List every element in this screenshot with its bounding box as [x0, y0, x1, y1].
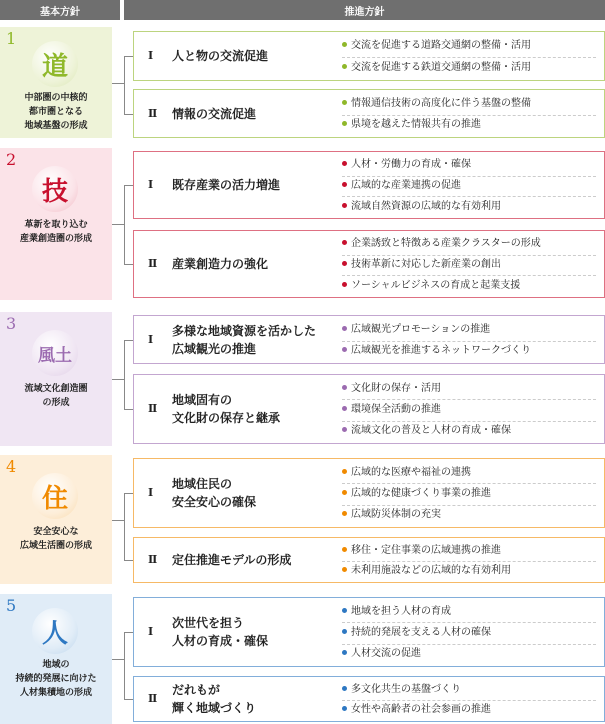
title-line: 広域観光の推進 [172, 341, 257, 356]
measure-list [342, 459, 596, 527]
bullet-dot-icon [342, 490, 347, 495]
connector-line [112, 83, 124, 84]
emblem-character: 人 [41, 618, 68, 649]
measure-text: 企業誘致と特徴ある産業クラスターの形成 [351, 238, 541, 250]
bullet-dot-icon [342, 427, 347, 432]
promotion-policy-title [172, 475, 256, 511]
policy-number: 3 [6, 314, 17, 333]
measure-text: 広域的な産業連携の促進 [351, 180, 461, 191]
policy-emblem-icon [32, 330, 78, 376]
title-line: 人と物の交流促進 [172, 49, 269, 63]
header-basic-label: 基本方針 [40, 6, 80, 18]
promotion-policy-box [133, 31, 605, 81]
measure-text: 技術革新に対応した新産業の創出 [351, 259, 501, 270]
emblem-character: 道 [41, 51, 68, 82]
bullet-dot-icon [342, 100, 347, 105]
measure-text: 地域を担う人材の育成 [351, 605, 451, 617]
bullet-dot-icon [342, 347, 347, 352]
measure-item [342, 36, 596, 56]
promotion-policy-title [172, 551, 291, 569]
title-line: 人材の育成・確保 [172, 634, 269, 648]
bullet-dot-icon [342, 64, 347, 69]
title-line: 既存産業の活力増進 [172, 178, 281, 192]
measure-item [342, 341, 596, 361]
subtitle-line: 持続的発展に向けた [15, 674, 97, 684]
measure-item [342, 561, 596, 581]
title-line: 地域住民の [172, 477, 233, 491]
connector-line [112, 659, 124, 660]
measure-list [342, 231, 596, 297]
connector-line [124, 409, 133, 410]
policy-roman-numeral: Ⅰ [148, 486, 154, 499]
measure-item [342, 379, 596, 399]
measure-text: 移住・定住事業の広域連携の推進 [351, 545, 501, 556]
measure-text: 広域的な医療や福祉の連携 [351, 466, 471, 478]
basic-policy-panel [0, 594, 112, 724]
basic-policy-subtitle [0, 218, 112, 246]
basic-policy-panel [0, 455, 112, 584]
basic-policy-subtitle [0, 525, 112, 553]
emblem-character: 風土 [38, 345, 72, 366]
subtitle-line: 広域生活圏の形成 [19, 541, 92, 551]
basic-policy-subtitle [0, 91, 112, 133]
measure-list [342, 32, 596, 80]
basic-policy-panel [0, 27, 112, 138]
promotion-policy-box [133, 230, 605, 298]
title-line: 産業創造力の強化 [172, 257, 269, 271]
title-line: 次世代を担う [172, 616, 245, 630]
measure-item [342, 484, 596, 504]
promotion-policy-title [172, 105, 256, 123]
title-line: 安全安心の確保 [172, 495, 257, 509]
bullet-dot-icon [342, 547, 347, 552]
connector-line [124, 185, 125, 264]
basic-policy-section-1 [0, 27, 605, 138]
measure-item [342, 623, 596, 643]
measure-item [342, 505, 596, 525]
policy-emblem-icon [32, 166, 78, 212]
subtitle-line: 都市圏となる [28, 107, 83, 117]
promotion-policy-title [172, 614, 268, 650]
promotion-policy-title [172, 47, 268, 65]
subtitle-line: 産業創造圏の形成 [19, 234, 92, 244]
measure-item [342, 115, 596, 135]
policy-roman-numeral: Ⅰ [148, 332, 154, 346]
measure-item [342, 541, 596, 561]
measure-text: 環境保全活動の推進 [351, 404, 441, 415]
title-line: 輝く地域づくり [172, 701, 257, 715]
promotion-policy-box [133, 151, 605, 219]
policy-roman-numeral: Ⅰ [148, 625, 154, 638]
basic-policy-subtitle [0, 382, 112, 410]
connector-line [124, 560, 133, 561]
bullet-dot-icon [342, 203, 347, 208]
measure-text: 交流を促進する鉄道交通網の整備・活用 [351, 62, 531, 73]
connector-line [112, 379, 124, 380]
connector-line [124, 56, 125, 114]
measure-text: 広域防災体制の充実 [351, 509, 441, 521]
basic-policy-panel [0, 312, 112, 446]
policy-roman-numeral: Ⅱ [148, 402, 158, 415]
promotion-policy-box [133, 676, 605, 722]
connector-line [124, 493, 133, 494]
connector-line [124, 185, 133, 186]
measure-item [342, 197, 596, 217]
measure-list [342, 90, 596, 137]
connector-line [124, 699, 133, 700]
basic-policy-section-5 [0, 594, 605, 724]
measure-text: 広域的な健康づくり事業の推進 [351, 488, 491, 499]
header-policy-label: 推進方針 [344, 6, 385, 18]
subtitle-line: 革新を取り込む [24, 220, 88, 230]
policy-roman-numeral: Ⅰ [148, 178, 154, 191]
connector-line [124, 340, 125, 410]
promotion-policy-title [172, 255, 268, 273]
bullet-dot-icon [342, 182, 347, 187]
bullet-dot-icon [342, 686, 347, 691]
title-line: 多様な地域資源を活かした [172, 323, 317, 338]
measure-item [342, 255, 596, 275]
subtitle-line: 地域の [42, 660, 70, 670]
policy-number: 2 [6, 150, 17, 169]
bullet-dot-icon [342, 42, 347, 47]
title-line: 文化財の保存と継承 [172, 411, 281, 425]
bullet-dot-icon [342, 650, 347, 655]
basic-policy-section-3 [0, 312, 605, 446]
policy-roman-numeral: Ⅱ [148, 553, 158, 566]
measure-text: ソーシャルビジネスの育成と起業支援 [351, 279, 521, 291]
subtitle-line: の形成 [42, 398, 70, 408]
measure-item [342, 320, 596, 340]
measure-text: 女性や高齢者の社会参画の推進 [351, 704, 491, 715]
connector-line [124, 493, 125, 560]
basic-policy-subtitle [0, 658, 112, 700]
emblem-character: 技 [41, 176, 68, 207]
measure-item [342, 276, 596, 296]
measure-item [342, 463, 596, 483]
title-line: 定住推進モデルの形成 [172, 553, 292, 567]
measure-item [342, 700, 596, 720]
bullet-dot-icon [342, 121, 347, 126]
promotion-policy-box [133, 89, 605, 138]
bullet-dot-icon [342, 567, 347, 572]
measure-text: 広域観光を推進するネットワークづくり [351, 345, 531, 357]
promotion-policy-title [172, 176, 280, 194]
policy-roman-numeral: Ⅱ [148, 106, 158, 120]
bullet-dot-icon [342, 282, 347, 287]
measure-text: 情報通信技術の高度化に伴う基盤の整備 [351, 97, 531, 109]
measure-text: 広域観光プロモーションの推進 [351, 323, 491, 335]
bullet-dot-icon [342, 385, 347, 390]
bullet-dot-icon [342, 469, 347, 474]
bullet-dot-icon [342, 629, 347, 634]
measure-item [342, 680, 596, 700]
policy-roman-numeral: Ⅱ [148, 692, 158, 705]
policy-emblem-icon [32, 608, 78, 654]
connector-line [124, 264, 133, 265]
basic-policy-section-4 [0, 455, 605, 584]
connector-line [124, 632, 133, 633]
promotion-policy-box [133, 315, 605, 364]
bullet-dot-icon [342, 608, 347, 613]
emblem-character: 住 [41, 483, 68, 514]
subtitle-line: 流域文化創造圏 [24, 384, 88, 394]
promotion-policy-box [133, 537, 605, 583]
measure-list [342, 152, 596, 218]
policy-roman-numeral: Ⅱ [148, 257, 158, 270]
measure-text: 多文化共生の基盤づくり [351, 684, 461, 695]
promotion-policy-title [172, 322, 316, 358]
measure-list [342, 677, 596, 721]
connector-line [112, 224, 124, 225]
bullet-dot-icon [342, 326, 347, 331]
measure-list [342, 538, 596, 582]
promotion-policy-box [133, 458, 605, 528]
measure-item [342, 421, 596, 441]
connector-line [124, 56, 133, 57]
policy-roman-numeral: Ⅰ [148, 49, 154, 62]
measure-list [342, 598, 596, 666]
subtitle-line: 人材集積地の形成 [19, 688, 92, 698]
connector-line [124, 632, 125, 699]
promotion-policy-box [133, 374, 605, 444]
measure-text: 未利用施設などの広域的な有効利用 [351, 565, 511, 576]
measure-text: 人材交流の促進 [351, 648, 421, 660]
measure-item [342, 602, 596, 622]
title-line: 情報の交流促進 [172, 106, 257, 121]
measure-text: 文化財の保存・活用 [351, 382, 441, 394]
measure-text: 流域文化の普及と人材の育成・確保 [351, 425, 511, 437]
connector-line [124, 340, 133, 341]
bullet-dot-icon [342, 261, 347, 266]
connector-line [124, 114, 133, 115]
policy-emblem-icon [32, 473, 78, 519]
basic-policy-section-2 [0, 148, 605, 300]
measure-item [342, 400, 596, 420]
bullet-dot-icon [342, 511, 347, 516]
promotion-policy-box [133, 597, 605, 667]
bullet-dot-icon [342, 706, 347, 711]
measure-item [342, 155, 596, 175]
measure-text: 交流を促進する道路交通網の整備・活用 [351, 40, 531, 51]
measure-text: 流域自然資源の広域的な有効利用 [351, 200, 501, 212]
subtitle-line: 地域基盤の形成 [24, 121, 88, 131]
promotion-policy-title [172, 681, 256, 717]
title-line: 地域固有の [172, 393, 233, 407]
subtitle-line: 安全安心な [33, 527, 79, 537]
policy-number: 1 [6, 29, 17, 48]
subtitle-line: 中部圏の中核的 [24, 93, 88, 103]
header-basic-policy [0, 0, 120, 20]
policy-number: 4 [6, 457, 17, 476]
measure-item [342, 94, 596, 114]
header-promotion-policy [124, 0, 605, 20]
measure-text: 県境を越えた情報共有の推進 [351, 119, 481, 131]
connector-line [112, 520, 124, 521]
measure-list [342, 316, 596, 363]
promotion-policy-title [172, 391, 280, 427]
bullet-dot-icon [342, 406, 347, 411]
measure-item [342, 644, 596, 664]
measure-text: 持続的発展を支える人材の確保 [351, 627, 491, 638]
basic-policy-panel [0, 148, 112, 300]
measure-text: 人材・労働力の育成・確保 [351, 159, 471, 171]
bullet-dot-icon [342, 161, 347, 166]
measure-item [342, 176, 596, 196]
bullet-dot-icon [342, 240, 347, 245]
policy-emblem-icon [32, 41, 78, 87]
measure-list [342, 375, 596, 443]
measure-item [342, 234, 596, 254]
title-line: だれもが [172, 683, 221, 697]
measure-item [342, 58, 596, 78]
policy-number: 5 [6, 596, 17, 615]
